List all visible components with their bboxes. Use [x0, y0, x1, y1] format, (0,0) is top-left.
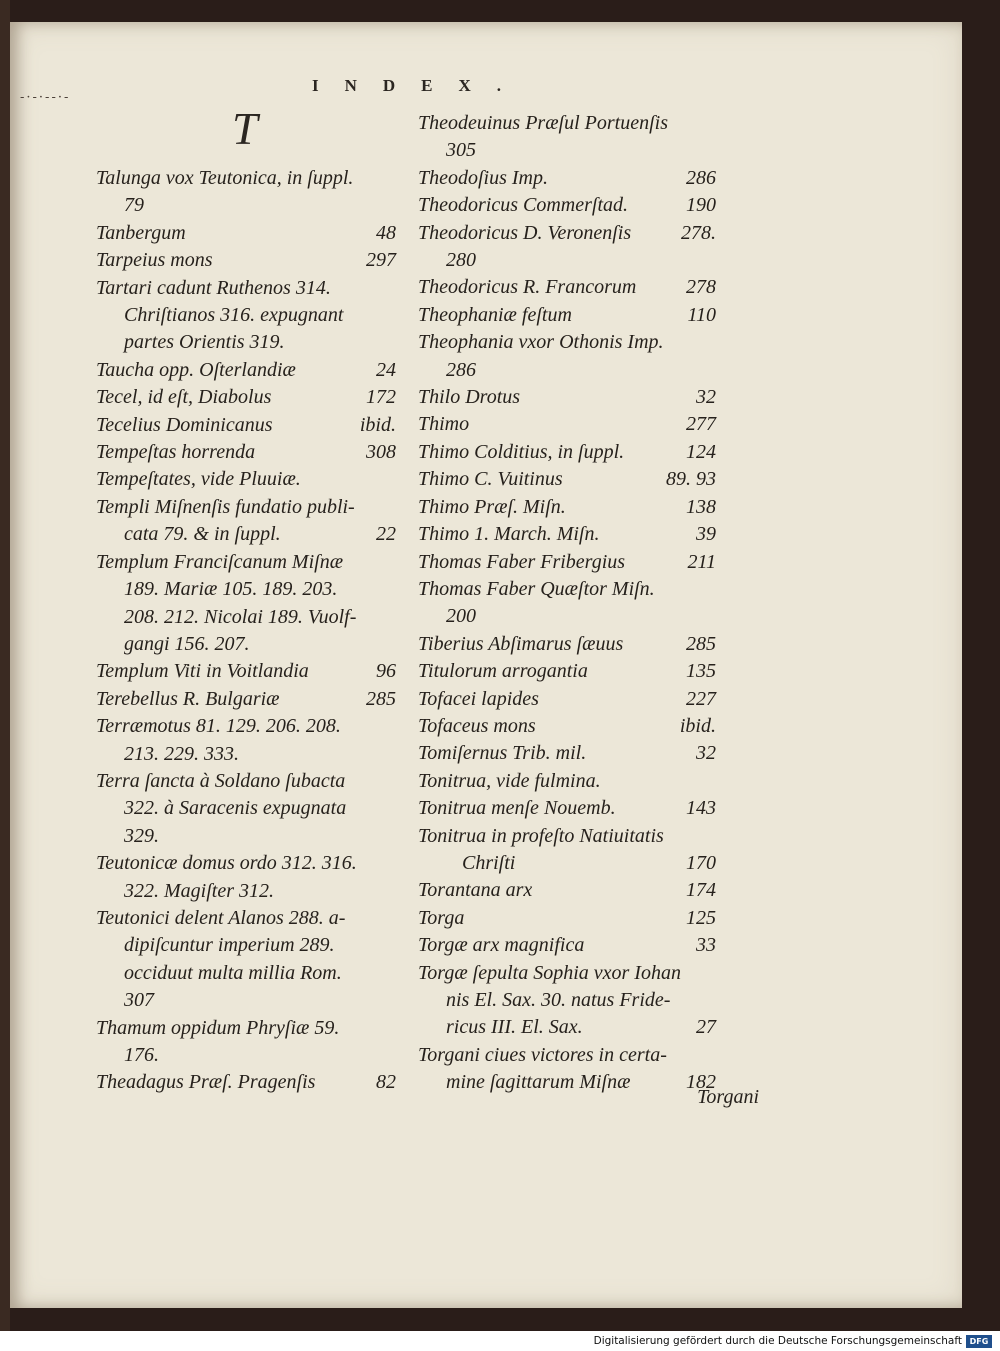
index-entry	[418, 877, 716, 904]
entry-text: Theodoricus R. Francorum	[418, 276, 637, 299]
entry-page: 190	[686, 194, 716, 217]
entry-text: Talunga vox Teutonica, in ſuppl.	[96, 167, 354, 189]
entry-text: Thimo 1. March. Miſn.	[418, 523, 600, 546]
entry-text: Torga	[418, 906, 465, 929]
entry-text: Tempeſtates, vide Pluuiæ.	[96, 468, 301, 491]
entry-page: 32	[696, 742, 716, 765]
index-entry	[96, 1042, 396, 1069]
entry-text: 307	[124, 989, 154, 1012]
entry-page: 277	[686, 413, 716, 436]
index-entry	[418, 850, 716, 877]
index-entry	[96, 1069, 396, 1096]
index-entry	[418, 603, 716, 630]
entry-text: nis El. Sax. 30. natus Fride-	[446, 989, 671, 1011]
index-entry	[418, 521, 716, 548]
index-entry	[418, 192, 716, 219]
index-entry	[418, 494, 716, 521]
entry-page: 124	[686, 440, 716, 463]
entry-page: 308	[366, 441, 396, 464]
index-entry	[418, 384, 716, 411]
entry-page: 172	[366, 386, 396, 409]
entry-text: 329.	[124, 824, 159, 847]
entry-text: Terræmotus 81. 129. 206. 208.	[96, 715, 341, 738]
entry-text: Chriſtianos 316. expugnant	[124, 304, 344, 327]
index-entry	[96, 823, 396, 850]
index-entry	[418, 466, 716, 493]
footer-credit: Digitalisierung gefördert durch die Deutsche Forschungsgemeinschaft	[593, 1335, 962, 1347]
entry-text: 189. Mariæ 105. 189. 203.	[124, 578, 338, 601]
index-entry	[418, 329, 716, 356]
catchword: Torgani	[697, 1086, 759, 1108]
entry-text: Tanbergum	[96, 221, 186, 244]
index-entry	[418, 274, 716, 301]
index-entry	[418, 960, 716, 987]
index-entry	[96, 795, 396, 822]
index-entry	[96, 932, 396, 959]
entry-page: 143	[686, 797, 716, 820]
index-entry	[418, 658, 716, 685]
entry-text: Thimo C. Vuitinus	[418, 468, 563, 491]
index-entry	[418, 987, 716, 1014]
entry-text: 213. 229. 333.	[124, 742, 239, 765]
entry-text: Tofaceus mons	[418, 714, 536, 737]
index-entry	[96, 192, 396, 219]
entry-text: 286	[446, 358, 476, 381]
index-entry	[418, 576, 716, 603]
entry-text: Theodoricus Commerſtad.	[418, 194, 628, 217]
index-entry	[418, 823, 716, 850]
index-entry	[418, 1014, 716, 1041]
entry-page: ibid.	[679, 714, 716, 737]
index-entry	[418, 220, 716, 247]
entry-text: Tiberius Abſimarus ſæuus	[418, 632, 624, 655]
entry-text: 208. 212. Nicolai 189. Vuolf-	[124, 605, 357, 628]
index-entry	[96, 1015, 396, 1042]
entry-text: 280	[446, 249, 476, 272]
index-entry	[418, 905, 716, 932]
index-entry	[418, 1042, 716, 1069]
entry-page: 135	[686, 660, 716, 683]
index-entry	[418, 631, 716, 658]
entry-page: 110	[687, 303, 716, 326]
entry-text: 200	[446, 605, 476, 628]
entry-text: Theodoſius Imp.	[418, 166, 548, 189]
index-entry	[418, 411, 716, 438]
index-entry	[418, 768, 716, 795]
entry-text: Chriſti	[462, 851, 516, 874]
entry-text: Templum Franciſcanum Miſnæ	[96, 550, 344, 573]
entry-page: 285	[366, 687, 396, 710]
entry-text: Tonitrua, vide fulmina.	[418, 769, 601, 792]
entry-text: Torantana arx	[418, 879, 533, 902]
entry-text: Templum Viti in Voitlandia	[96, 660, 309, 683]
index-entry	[96, 220, 396, 247]
index-entry	[96, 357, 396, 384]
index-entry	[96, 466, 396, 493]
index-entry	[418, 247, 716, 274]
entry-text: 322. Magiſter 312.	[124, 879, 274, 902]
index-entry	[96, 631, 396, 658]
index-entry	[418, 302, 716, 329]
entry-text: Tempeſtas horrenda	[96, 441, 256, 464]
entry-page: 96	[376, 660, 396, 683]
entry-page: 286	[686, 166, 716, 189]
entry-page: 24	[376, 358, 396, 381]
entry-text: Thomas Faber Fribergius	[418, 550, 626, 573]
index-entry	[96, 741, 396, 768]
section-letter: T	[232, 103, 258, 154]
entry-text: Theodeuinus Præſul Portuenſis	[418, 112, 668, 134]
index-entry	[96, 850, 396, 877]
index-entry	[96, 549, 396, 576]
entry-text: Theophaniæ feſtum	[418, 303, 572, 326]
index-entry	[418, 686, 716, 713]
entry-text: ricus III. El. Sax.	[446, 1016, 583, 1039]
entry-page: 82	[376, 1071, 396, 1094]
entry-text: occiduut multa millia Rom.	[124, 961, 342, 984]
index-entry	[96, 604, 396, 631]
index-entry	[96, 987, 396, 1014]
entry-text: Torgæ arx magnifica	[418, 934, 585, 957]
entry-text: Thimo Præſ. Miſn.	[418, 495, 566, 518]
entry-page: 138	[686, 495, 716, 518]
entry-page: 22	[376, 523, 396, 546]
entry-page: 89. 93	[666, 468, 716, 491]
margin-mark: -·-·--·-	[20, 90, 71, 105]
entry-text: Thomas Faber Quæſtor Miſn.	[418, 577, 655, 600]
entry-page: 182	[686, 1071, 716, 1094]
index-entry	[96, 329, 396, 356]
index-entry	[418, 795, 716, 822]
index-entry	[96, 302, 396, 329]
entry-text: cata 79. & in ſuppl.	[124, 523, 281, 546]
entry-page: 32	[696, 386, 716, 409]
entry-text: 79	[124, 194, 144, 217]
index-entry	[96, 713, 396, 740]
entry-text: Tofacei lapides	[418, 687, 539, 710]
entry-text: mine ſagittarum Miſnæ	[446, 1071, 631, 1094]
entry-text: Theophania vxor Othonis Imp.	[418, 331, 664, 354]
entry-page: 170	[686, 851, 716, 874]
index-column-left	[96, 165, 396, 1097]
entry-text: Thimo Colditius, in ſuppl.	[418, 440, 625, 463]
entry-text: Tartari cadunt Ruthenos 314.	[96, 276, 331, 299]
entry-text: Tecel, id eſt, Diabolus	[96, 386, 272, 409]
index-entry	[418, 932, 716, 959]
index-entry	[418, 165, 716, 192]
index-entry	[418, 110, 716, 137]
entry-page: 227	[686, 687, 716, 710]
entry-page: 278	[686, 276, 716, 299]
index-entry	[96, 275, 396, 302]
index-entry	[96, 165, 396, 192]
entry-page: 125	[686, 906, 716, 929]
entry-page: 33	[696, 934, 716, 957]
entry-page: 211	[687, 550, 716, 573]
entry-page: 39	[696, 523, 716, 546]
entry-text: Thilo Drotus	[418, 386, 521, 409]
entry-text: Theadagus Præſ. Pragenſis	[96, 1071, 316, 1094]
entry-text: Torgani ciues victores in certa-	[418, 1043, 667, 1066]
index-entry	[418, 713, 716, 740]
entry-text: partes Orientis 319.	[124, 331, 285, 354]
index-entry	[96, 412, 396, 439]
entry-text: Teutonici delent Alanos 288. a-	[96, 906, 346, 929]
entry-text: Tonitrua menſe Nouemb.	[418, 797, 616, 820]
entry-text: Thimo	[418, 413, 470, 436]
index-entry	[418, 137, 716, 164]
entry-text: 305	[446, 139, 476, 162]
entry-page: 48	[376, 221, 396, 244]
page-header: INDEX.	[312, 76, 528, 95]
entry-text: Terra ſancta à Soldano ſubacta	[96, 769, 346, 792]
index-entry	[96, 494, 396, 521]
index-entry	[96, 521, 396, 548]
index-entry	[418, 549, 716, 576]
index-entry	[96, 658, 396, 685]
entry-page: 278.	[681, 221, 716, 244]
entry-text: gangi 156. 207.	[124, 632, 250, 655]
entry-page: ibid.	[359, 413, 396, 436]
entry-text: Titulorum arrogantia	[418, 660, 588, 683]
entry-text: Tonitrua in profeſto Natiuitatis	[418, 824, 664, 847]
entry-page: 297	[366, 249, 396, 272]
entry-page: 285	[686, 632, 716, 655]
entry-text: Torgæ ſepulta Sophia vxor Iohan	[418, 961, 681, 984]
index-entry	[96, 576, 396, 603]
entry-text: Tarpeius mons	[96, 249, 213, 272]
footer-bar	[0, 1332, 1000, 1351]
index-entry	[96, 878, 396, 905]
index-entry	[96, 384, 396, 411]
book-spine	[0, 0, 10, 1331]
entry-text: 176.	[124, 1044, 159, 1066]
index-entry	[96, 686, 396, 713]
entry-text: Templi Miſnenſis fundatio publi-	[96, 495, 355, 518]
entry-text: Thamum oppidum Phryſiæ 59.	[96, 1016, 340, 1039]
entry-text: Teutonicæ domus ordo 312. 316.	[96, 852, 357, 875]
index-entry	[96, 768, 396, 795]
index-entry	[418, 740, 716, 767]
entry-text: Theodoricus D. Veronenſis	[418, 221, 632, 244]
entry-page: 174	[686, 879, 716, 902]
index-entry	[96, 960, 396, 987]
index-entry	[96, 439, 396, 466]
index-entry	[96, 905, 396, 932]
entry-text: Terebellus R. Bulgariæ	[96, 687, 280, 710]
entry-text: 322. à Saracenis expugnata	[124, 797, 347, 820]
index-entry	[418, 439, 716, 466]
index-entry	[96, 247, 396, 274]
entry-page: 27	[696, 1016, 716, 1039]
entry-text: Tecelius Dominicanus	[96, 413, 273, 436]
entry-text: Taucha opp. Oſterlandiæ	[96, 358, 296, 381]
entry-text: dipiſcuntur imperium 289.	[124, 934, 335, 957]
dfg-logo: DFG	[966, 1335, 992, 1348]
index-entry	[418, 1069, 716, 1096]
index-column-right	[418, 110, 716, 1097]
index-entry	[418, 357, 716, 384]
entry-text: Tomiſernus Trib. mil.	[418, 742, 587, 765]
